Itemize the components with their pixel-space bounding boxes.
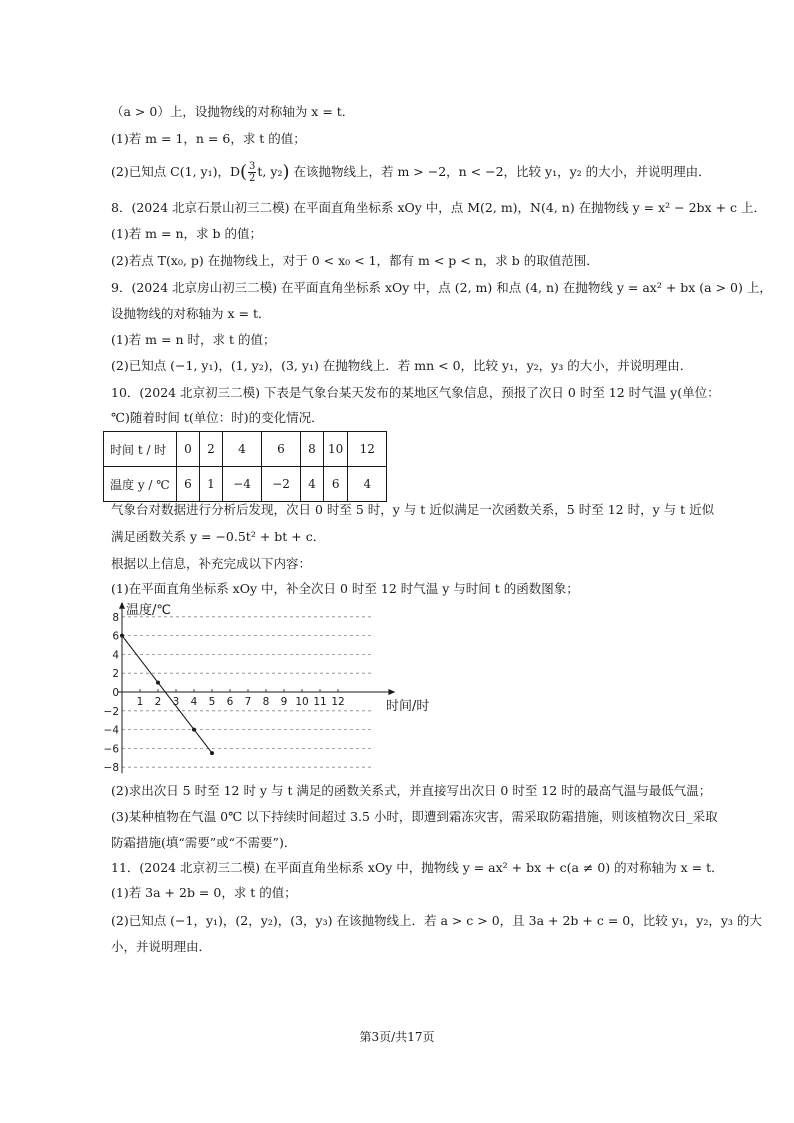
x-tick-label: 10: [295, 696, 309, 708]
y-tick-label: 0: [112, 687, 119, 699]
x-axis-arrow-icon: [388, 689, 395, 695]
table-cell: 8: [301, 432, 324, 467]
table-cell: 0: [177, 432, 200, 467]
question-8: 8．(2024 北京石景山初三二模) 在平面直角坐标系 xOy 中，点 M(2, m)，N(4, n) 在抛物线 y = x² − 2bx + c 上．: [111, 200, 767, 215]
text-line: 根据以上信息，补充完成以下内容：: [111, 556, 312, 571]
temperature-chart: [104, 596, 434, 774]
text-line: 设抛物线的对称轴为 x = t．: [111, 306, 271, 321]
question-9: 9．(2024 北京房山初三二模) 在平面直角坐标系 xOy 中，点 (2, m) 和点 (4, n) 在抛物线 y = ax² + bx (a > 0) 上，: [111, 280, 772, 295]
table-cell: −4: [223, 467, 262, 502]
text-line: (2)已知点 (−1，y₁)，(2，y₂)，(3，y₃) 在该抛物线上．若 a > c > 0，且 3a + 2b + c = 0，比较 y₁，y₂，y₃ 的大: [111, 913, 762, 928]
y-tick-label: −8: [104, 762, 119, 774]
table-cell: 6: [177, 467, 200, 502]
y-tick-label: 6: [112, 630, 119, 643]
text-fragment: (2)已知点 C(1, y₁)，D: [111, 164, 240, 179]
y-tick-label: −2: [104, 705, 119, 718]
table-row: [104, 467, 387, 502]
x-tick-label: 5: [208, 696, 216, 708]
text-line: 防霜措施(填“需要”或“不需要”)．: [111, 835, 297, 850]
table-cell: 10: [324, 432, 348, 467]
text-line: (1)若 3a + 2b = 0，求 t 的值；: [111, 885, 297, 900]
y-tick-label: −6: [104, 743, 119, 756]
table-cell: 4: [301, 467, 324, 502]
text-line: (3)某种植物在气温 0℃ 以下持续时间超过 3.5 小时，即遭到霜冻灾害，需采取防霜措施，则该植物次日_采取: [111, 809, 718, 824]
text-line: (1)若 m = n，求 b 的值；: [111, 226, 262, 241]
text-line: [111, 161, 711, 184]
table-cell: 4: [223, 432, 262, 467]
data-point: [210, 751, 214, 755]
text-line: (1)在平面直角坐标系 xOy 中，补全次日 0 时至 12 时气温 y 与时间 t 的函数图象；: [111, 581, 579, 596]
fraction: [248, 161, 256, 184]
y-axis-arrow-icon: [119, 602, 125, 609]
x-axis-title: 时间/时: [386, 699, 430, 714]
table-row: [104, 432, 387, 467]
text-line: 气象台对数据进行分析后发现，次日 0 时至 5 时，y 与 t 近似满足一次函数关系，5 时至 12 时，y 与 t 近似: [111, 502, 715, 517]
text-line: (2)求出次日 5 时至 12 时 y 与 t 满足的函数关系式，并直接写出次日 0 时至 12 时的最高气温与最低气温；: [111, 783, 712, 798]
table-cell: 6: [262, 432, 301, 467]
text-line: （a > 0）上，设抛物线的对称轴为 x = t．: [111, 104, 355, 119]
table-header-cell: 时间 t / 时: [104, 432, 177, 467]
fraction-numerator: 3: [249, 161, 256, 172]
text-line: ℃)随着时间 t(单位：时)的变化情况．: [111, 410, 324, 425]
text-line: (1)若 m = 1，n = 6，求 t 的值；: [111, 131, 306, 146]
text-line: (2)若点 T(x₀, p) 在抛物线上，对于 0 < x₀ < 1，都有 m < p < n，求 b 的取值范围．: [111, 253, 599, 268]
x-tick-label: 2: [154, 696, 162, 708]
x-tick-label: 1: [136, 696, 144, 708]
paren: (: [240, 161, 248, 183]
paren: ): [282, 161, 290, 183]
table-cell: 12: [348, 432, 387, 467]
text-line: (2)已知点 (−1, y₁)，(1, y₂)，(3, y₁) 在抛物线上．若 mn < 0，比较 y₁，y₂，y₃ 的大小，并说明理由．: [111, 358, 693, 373]
fraction-denominator: 2: [249, 173, 256, 184]
y-tick-label: 2: [112, 668, 119, 681]
x-tick-label: 3: [172, 696, 180, 708]
y-axis-title: 温度/℃: [126, 602, 171, 618]
page-footer: 第3页/共17页: [359, 1030, 435, 1044]
table-cell: 2: [200, 432, 223, 467]
y-tick-label: 8: [112, 611, 119, 624]
x-tick-label: 4: [190, 696, 198, 708]
data-point: [120, 634, 124, 638]
question-10: 10．(2024 北京初三二模) 下表是气象台某天发布的某地区气象信息，预报了次日 0 时至 12 时气温 y(单位：: [111, 385, 720, 400]
series-line: [122, 636, 212, 754]
text-line: 小，并说明理由．: [111, 939, 212, 954]
x-tick-label: 12: [331, 696, 345, 708]
table-cell: 6: [324, 467, 348, 502]
x-tick-label: 8: [262, 696, 270, 708]
data-table: [103, 431, 387, 502]
text-line: (1)若 m = n 时，求 t 的值；: [111, 332, 276, 347]
y-tick-label: 4: [112, 649, 119, 662]
x-tick-label: 6: [226, 696, 234, 708]
data-point: [156, 681, 160, 685]
text-line: 满足函数关系 y = −0.5t² + bt + c．: [111, 529, 326, 544]
text-fragment: 在该抛物线上，若 m > −2，n < −2，比较 y₁，y₂ 的大小，并说明理由．: [293, 164, 711, 179]
text-fragment: t, y₂: [257, 164, 283, 179]
y-tick-label: −4: [104, 724, 119, 737]
table-header-cell: 温度 y / ℃: [104, 467, 177, 502]
data-point: [192, 728, 196, 732]
x-tick-label: 11: [313, 696, 327, 708]
table-cell: 1: [200, 467, 223, 502]
x-tick-label: 9: [280, 696, 288, 708]
x-tick-label: 7: [244, 696, 252, 708]
question-11: 11．(2024 北京初三二模) 在平面直角坐标系 xOy 中，抛物线 y = ax² + bx + c(a ≠ 0) 的对称轴为 x = t．: [111, 860, 724, 875]
table-cell: −2: [262, 467, 301, 502]
table-cell: 4: [348, 467, 387, 502]
